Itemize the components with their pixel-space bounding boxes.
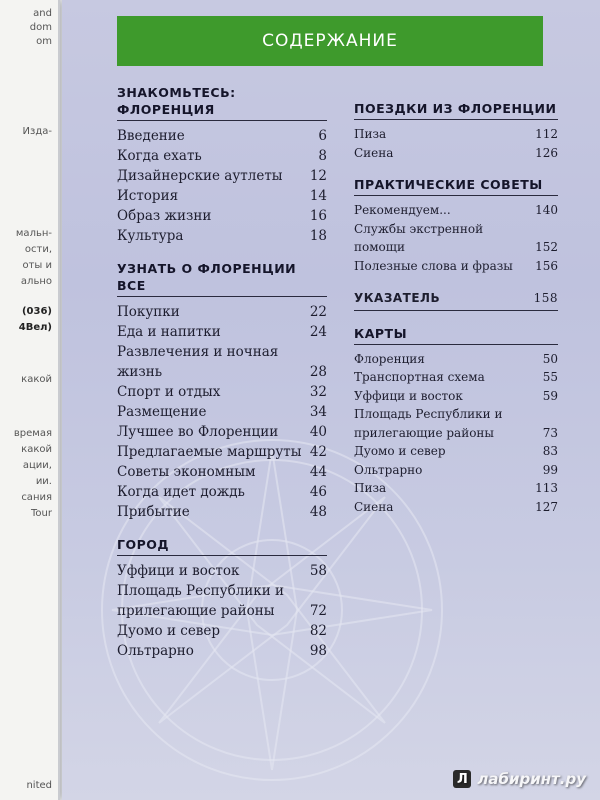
left-page-fragment: мальн- (15, 228, 52, 239)
entry-page: 99 (542, 462, 558, 477)
entry-page: 6 (318, 128, 327, 144)
left-page-fragment: and (33, 8, 52, 19)
entry-page: 82 (309, 623, 327, 639)
toc-entry (117, 382, 327, 402)
entry-title: Спорт и отдых (117, 384, 221, 400)
toc-entry (354, 144, 558, 163)
left-page-fragment: (036) (21, 306, 52, 317)
entry-page: 44 (309, 464, 327, 480)
toc-entry (117, 342, 327, 382)
section-heading: ГОРОД (117, 536, 327, 556)
left-page-fragment: ии. (35, 476, 52, 487)
entry-title: Сиена (354, 145, 394, 160)
page-title: СОДЕРЖАНИЕ (262, 31, 398, 51)
toc-entry (117, 322, 327, 342)
entry-page: 140 (535, 203, 558, 217)
left-page-fragment: Tour (31, 508, 52, 519)
toc-entry (117, 581, 327, 621)
entry-page: 8 (318, 148, 327, 164)
entry-title: Еда и напитки (117, 324, 221, 340)
entry-page: 14 (309, 188, 327, 204)
toc-entry (117, 402, 327, 422)
entry-title: Площадь Республики и прилегающие районы (354, 407, 503, 440)
left-page-fragment: ости, (24, 244, 52, 255)
left-page-fragment: какой (21, 374, 52, 385)
entry-page: 98 (309, 643, 327, 659)
entry-page: 73 (542, 425, 558, 440)
toc-entry (354, 387, 558, 406)
left-page-fragment: ации, (22, 460, 52, 471)
entry-title: Развлечения и ночная жизнь (117, 344, 279, 380)
toc-section (117, 84, 327, 246)
entry-title: Дуомо и север (354, 444, 446, 458)
entry-title: Ольтрарно (354, 462, 423, 477)
entry-title: Пиза (354, 481, 387, 495)
entry-title: Пиза (354, 127, 387, 141)
toc-section (354, 289, 558, 311)
left-page-fragment: ально (20, 276, 52, 287)
entry-page: 12 (309, 168, 327, 184)
adjacent-page-strip (0, 0, 60, 800)
toc-entry (117, 422, 327, 442)
entry-page: 22 (309, 304, 327, 320)
toc-entry (117, 561, 327, 581)
entry-title: Дуомо и север (117, 623, 221, 639)
index-heading-row (354, 289, 558, 311)
toc-entry (354, 442, 558, 461)
contents-page (62, 0, 600, 800)
toc-entry (354, 368, 558, 387)
entry-title: Когда идет дождь (117, 484, 245, 500)
entry-page: 55 (542, 370, 558, 384)
contents-title-bar (117, 16, 543, 66)
toc-entry (354, 461, 558, 480)
watermark-text: лабиринт.ру (477, 770, 586, 788)
toc-section (354, 100, 558, 162)
entry-title: Предлагаемые маршруты (117, 444, 302, 460)
entry-title: Лучшее во Флоренции (117, 424, 279, 440)
entry-title: Уффици и восток (117, 563, 240, 579)
entry-page: 126 (535, 145, 558, 160)
toc-entry (117, 166, 327, 186)
toc-entry (117, 126, 327, 146)
toc-entry (354, 350, 558, 369)
entry-title: Введение (117, 128, 185, 144)
entry-title: Размещение (117, 404, 207, 420)
toc-entry (117, 442, 327, 462)
entry-page: 72 (309, 603, 327, 619)
left-page-fragment: nited (26, 780, 52, 791)
entry-title: Культура (117, 228, 184, 244)
toc-entry (354, 220, 558, 257)
toc-entry (117, 302, 327, 322)
toc-entry (117, 482, 327, 502)
toc-entry (117, 146, 327, 166)
entry-page: 83 (542, 444, 558, 458)
left-page-fragment: какой (21, 444, 52, 455)
left-page-fragment: Изда- (22, 126, 52, 137)
entry-title: Площадь Республики и прилегающие районы (117, 583, 285, 619)
entry-page: 127 (535, 499, 558, 514)
toc-entry (117, 206, 327, 226)
entry-title: Покупки (117, 304, 180, 320)
section-heading: УЗНАТЬ О ФЛОРЕНЦИИ ВСЕ (117, 260, 327, 297)
entry-page: 24 (309, 324, 327, 340)
section-heading: ПОЕЗДКИ ИЗ ФЛОРЕНЦИИ (354, 100, 558, 120)
toc-entry (117, 226, 327, 246)
toc-entry (117, 186, 327, 206)
entry-page: 152 (535, 240, 558, 254)
entry-page: 156 (535, 258, 558, 273)
entry-title: Транспортная схема (354, 370, 485, 384)
entry-page: 42 (309, 444, 327, 460)
entry-page: 48 (309, 504, 327, 520)
entry-page: 58 (309, 563, 327, 579)
contents-left-column (117, 84, 327, 675)
toc-section (354, 325, 558, 517)
entry-title: Уффици и восток (354, 388, 463, 403)
entry-page: 16 (309, 208, 327, 224)
entry-title: История (117, 188, 179, 204)
left-page-fragment: сания (21, 492, 52, 503)
left-page-fragment: оты и (22, 260, 52, 271)
labirint-logo-icon: Л (453, 770, 471, 788)
entry-title: Советы экономным (117, 464, 256, 480)
entry-title: Прибытие (117, 504, 190, 520)
site-watermark (453, 770, 586, 788)
left-page-fragment: om (36, 36, 52, 47)
section-heading: ПРАКТИЧЕСКИЕ СОВЕТЫ (354, 176, 558, 196)
entry-title: Флоренция (354, 351, 425, 366)
left-page-fragment: dom (29, 22, 52, 33)
entry-page: 112 (535, 127, 558, 141)
entry-page: 50 (542, 351, 558, 366)
entry-title: Сиена (354, 499, 394, 514)
entry-page: 40 (309, 424, 327, 440)
left-page-fragment: времая (13, 428, 52, 439)
entry-page: 46 (309, 484, 327, 500)
left-page-fragment: 4Вел) (18, 322, 52, 333)
toc-section (354, 176, 558, 275)
toc-section (117, 260, 327, 522)
entry-page: 59 (542, 388, 558, 403)
toc-entry (354, 405, 558, 442)
entry-page: 18 (309, 228, 327, 244)
entry-title: Когда ехать (117, 148, 202, 164)
contents-right-column (354, 100, 558, 530)
toc-section (117, 536, 327, 661)
toc-entry (117, 462, 327, 482)
toc-entry (354, 479, 558, 498)
section-heading: ЗНАКОМЬТЕСЬ: ФЛОРЕНЦИЯ (117, 84, 327, 121)
entry-page: 34 (309, 404, 327, 420)
entry-title: Рекомендуем... (354, 203, 451, 217)
toc-entry (354, 125, 558, 144)
entry-page: 28 (309, 364, 327, 380)
toc-entry (117, 641, 327, 661)
entry-page: 158 (533, 291, 558, 305)
section-heading: КАРТЫ (354, 325, 558, 345)
toc-entry (354, 201, 558, 220)
toc-entry (354, 498, 558, 517)
entry-title: Ольтрарно (117, 643, 194, 659)
entry-title: Образ жизни (117, 208, 212, 224)
toc-entry (117, 621, 327, 641)
entry-title: Полезные слова и фразы (354, 258, 513, 273)
entry-page: 32 (309, 384, 327, 400)
toc-entry (354, 257, 558, 276)
entry-page: 113 (535, 481, 558, 495)
entry-title: Дизайнерские аутлеты (117, 168, 283, 184)
entry-title: Службы экстренной помощи (354, 221, 484, 254)
section-heading: УКАЗАТЕЛЬ (354, 291, 441, 305)
toc-entry (117, 502, 327, 522)
